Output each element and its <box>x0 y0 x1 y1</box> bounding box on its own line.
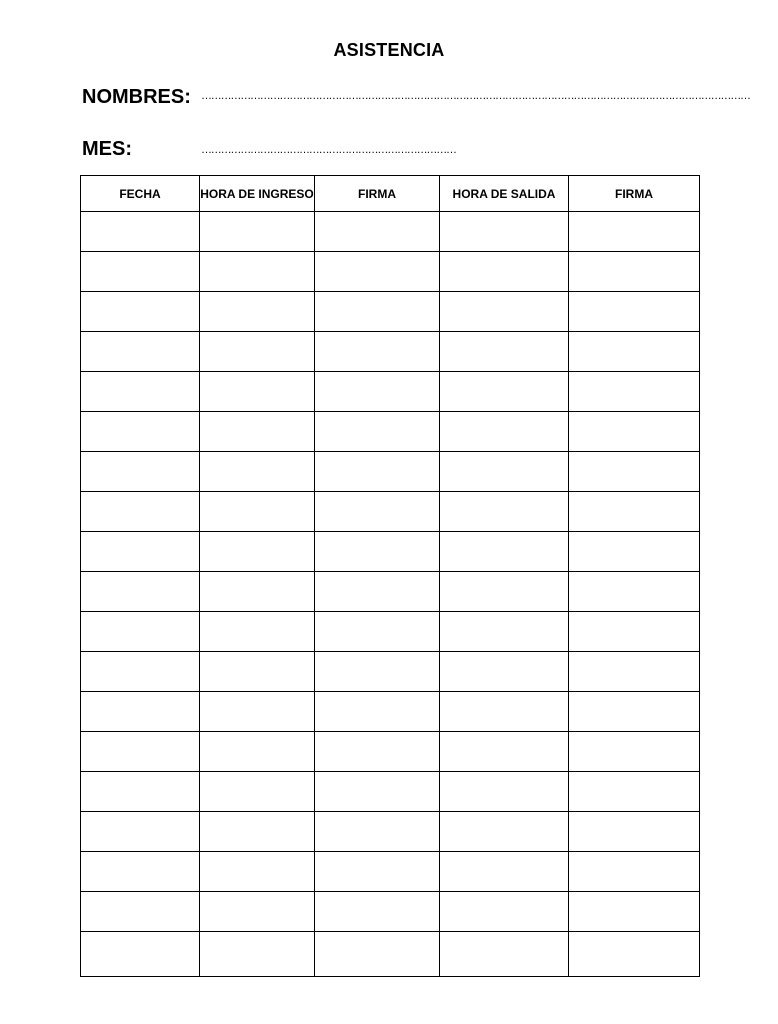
header-firma-ingreso: FIRMA <box>315 176 440 212</box>
hora-de-salida-cell <box>440 252 569 292</box>
hora-de-salida-cell <box>440 372 569 412</box>
table-row <box>81 692 700 732</box>
firma-ingreso-cell <box>315 252 440 292</box>
fecha-cell <box>81 212 200 252</box>
hora-de-salida-cell <box>440 652 569 692</box>
firma-salida-cell <box>569 492 700 532</box>
firma-ingreso-cell <box>315 692 440 732</box>
firma-salida-cell <box>569 372 700 412</box>
hora-de-salida-cell <box>440 812 569 852</box>
mes-label: MES: <box>82 138 132 160</box>
table-row <box>81 372 700 412</box>
hora-de-salida-cell <box>440 332 569 372</box>
firma-salida-cell <box>569 292 700 332</box>
firma-salida-cell <box>569 212 700 252</box>
table-body <box>81 212 700 977</box>
firma-salida-cell <box>569 612 700 652</box>
table-row <box>81 212 700 252</box>
firma-ingreso-cell <box>315 292 440 332</box>
hora-de-ingreso-cell <box>200 692 315 732</box>
fecha-cell <box>81 412 200 452</box>
firma-ingreso-cell <box>315 812 440 852</box>
firma-ingreso-cell <box>315 732 440 772</box>
table-row <box>81 772 700 812</box>
firma-ingreso-cell <box>315 212 440 252</box>
hora-de-salida-cell <box>440 292 569 332</box>
hora-de-salida-cell <box>440 492 569 532</box>
fecha-cell <box>81 652 200 692</box>
hora-de-salida-cell <box>440 612 569 652</box>
fecha-cell <box>81 852 200 892</box>
hora-de-ingreso-cell <box>200 652 315 692</box>
table-row <box>81 492 700 532</box>
hora-de-salida-cell <box>440 772 569 812</box>
fecha-cell <box>81 572 200 612</box>
firma-salida-cell <box>569 732 700 772</box>
table-row <box>81 572 700 612</box>
fecha-cell <box>81 772 200 812</box>
firma-salida-cell <box>569 812 700 852</box>
fecha-cell <box>81 452 200 492</box>
firma-ingreso-cell <box>315 852 440 892</box>
fecha-cell <box>81 292 200 332</box>
page-title: ASISTENCIA <box>333 40 445 60</box>
table-row <box>81 852 700 892</box>
table-row <box>81 252 700 292</box>
nombres-dotted-line: …………………………………………………………………………………………………………………………………………………… <box>201 90 750 102</box>
fecha-cell <box>81 372 200 412</box>
hora-de-ingreso-cell <box>200 732 315 772</box>
firma-salida-cell <box>569 532 700 572</box>
fecha-cell <box>81 812 200 852</box>
firma-salida-cell <box>569 932 700 977</box>
fecha-cell <box>81 692 200 732</box>
hora-de-salida-cell <box>440 572 569 612</box>
table-row <box>81 812 700 852</box>
firma-salida-cell <box>569 892 700 932</box>
firma-ingreso-cell <box>315 452 440 492</box>
hora-de-salida-cell <box>440 852 569 892</box>
firma-salida-cell <box>569 692 700 732</box>
hora-de-ingreso-cell <box>200 852 315 892</box>
firma-salida-cell <box>569 852 700 892</box>
hora-de-ingreso-cell <box>200 452 315 492</box>
firma-salida-cell <box>569 572 700 612</box>
hora-de-salida-cell <box>440 732 569 772</box>
firma-ingreso-cell <box>315 332 440 372</box>
hora-de-ingreso-cell <box>200 492 315 532</box>
hora-de-ingreso-cell <box>200 252 315 292</box>
table-row <box>81 532 700 572</box>
fecha-cell <box>81 932 200 977</box>
firma-ingreso-cell <box>315 932 440 977</box>
firma-salida-cell <box>569 252 700 292</box>
fecha-cell <box>81 612 200 652</box>
header-hora-de-ingreso: HORA DE INGRESO <box>200 176 315 212</box>
table-header-row <box>81 176 700 212</box>
fecha-cell <box>81 252 200 292</box>
table-row <box>81 612 700 652</box>
firma-ingreso-cell <box>315 492 440 532</box>
hora-de-salida-cell <box>440 932 569 977</box>
hora-de-ingreso-cell <box>200 212 315 252</box>
hora-de-ingreso-cell <box>200 892 315 932</box>
firma-ingreso-cell <box>315 412 440 452</box>
table-row <box>81 732 700 772</box>
hora-de-salida-cell <box>440 692 569 732</box>
firma-ingreso-cell <box>315 892 440 932</box>
hora-de-salida-cell <box>440 532 569 572</box>
hora-de-ingreso-cell <box>200 372 315 412</box>
mes-dotted-line: …………………………………………………………………… <box>201 144 456 156</box>
hora-de-ingreso-cell <box>200 292 315 332</box>
fecha-cell <box>81 332 200 372</box>
attendance-table <box>80 175 700 977</box>
hora-de-ingreso-cell <box>200 932 315 977</box>
fecha-cell <box>81 492 200 532</box>
firma-ingreso-cell <box>315 612 440 652</box>
table-row <box>81 652 700 692</box>
hora-de-ingreso-cell <box>200 572 315 612</box>
hora-de-salida-cell <box>440 212 569 252</box>
firma-ingreso-cell <box>315 772 440 812</box>
hora-de-ingreso-cell <box>200 412 315 452</box>
table-row <box>81 892 700 932</box>
hora-de-salida-cell <box>440 412 569 452</box>
hora-de-salida-cell <box>440 892 569 932</box>
table-row <box>81 292 700 332</box>
hora-de-salida-cell <box>440 452 569 492</box>
firma-salida-cell <box>569 452 700 492</box>
fecha-cell <box>81 532 200 572</box>
header-hora-de-salida: HORA DE SALIDA <box>440 176 569 212</box>
firma-salida-cell <box>569 772 700 812</box>
header-fecha: FECHA <box>81 176 200 212</box>
fecha-cell <box>81 732 200 772</box>
firma-ingreso-cell <box>315 652 440 692</box>
table-row <box>81 412 700 452</box>
table-row <box>81 452 700 492</box>
firma-salida-cell <box>569 332 700 372</box>
fecha-cell <box>81 892 200 932</box>
hora-de-ingreso-cell <box>200 612 315 652</box>
nombres-label: NOMBRES: <box>82 86 191 108</box>
hora-de-ingreso-cell <box>200 812 315 852</box>
table-row <box>81 932 700 977</box>
firma-ingreso-cell <box>315 532 440 572</box>
firma-salida-cell <box>569 652 700 692</box>
firma-ingreso-cell <box>315 372 440 412</box>
table-row <box>81 332 700 372</box>
hora-de-ingreso-cell <box>200 532 315 572</box>
firma-ingreso-cell <box>315 572 440 612</box>
hora-de-ingreso-cell <box>200 772 315 812</box>
firma-salida-cell <box>569 412 700 452</box>
hora-de-ingreso-cell <box>200 332 315 372</box>
header-firma-salida: FIRMA <box>569 176 700 212</box>
